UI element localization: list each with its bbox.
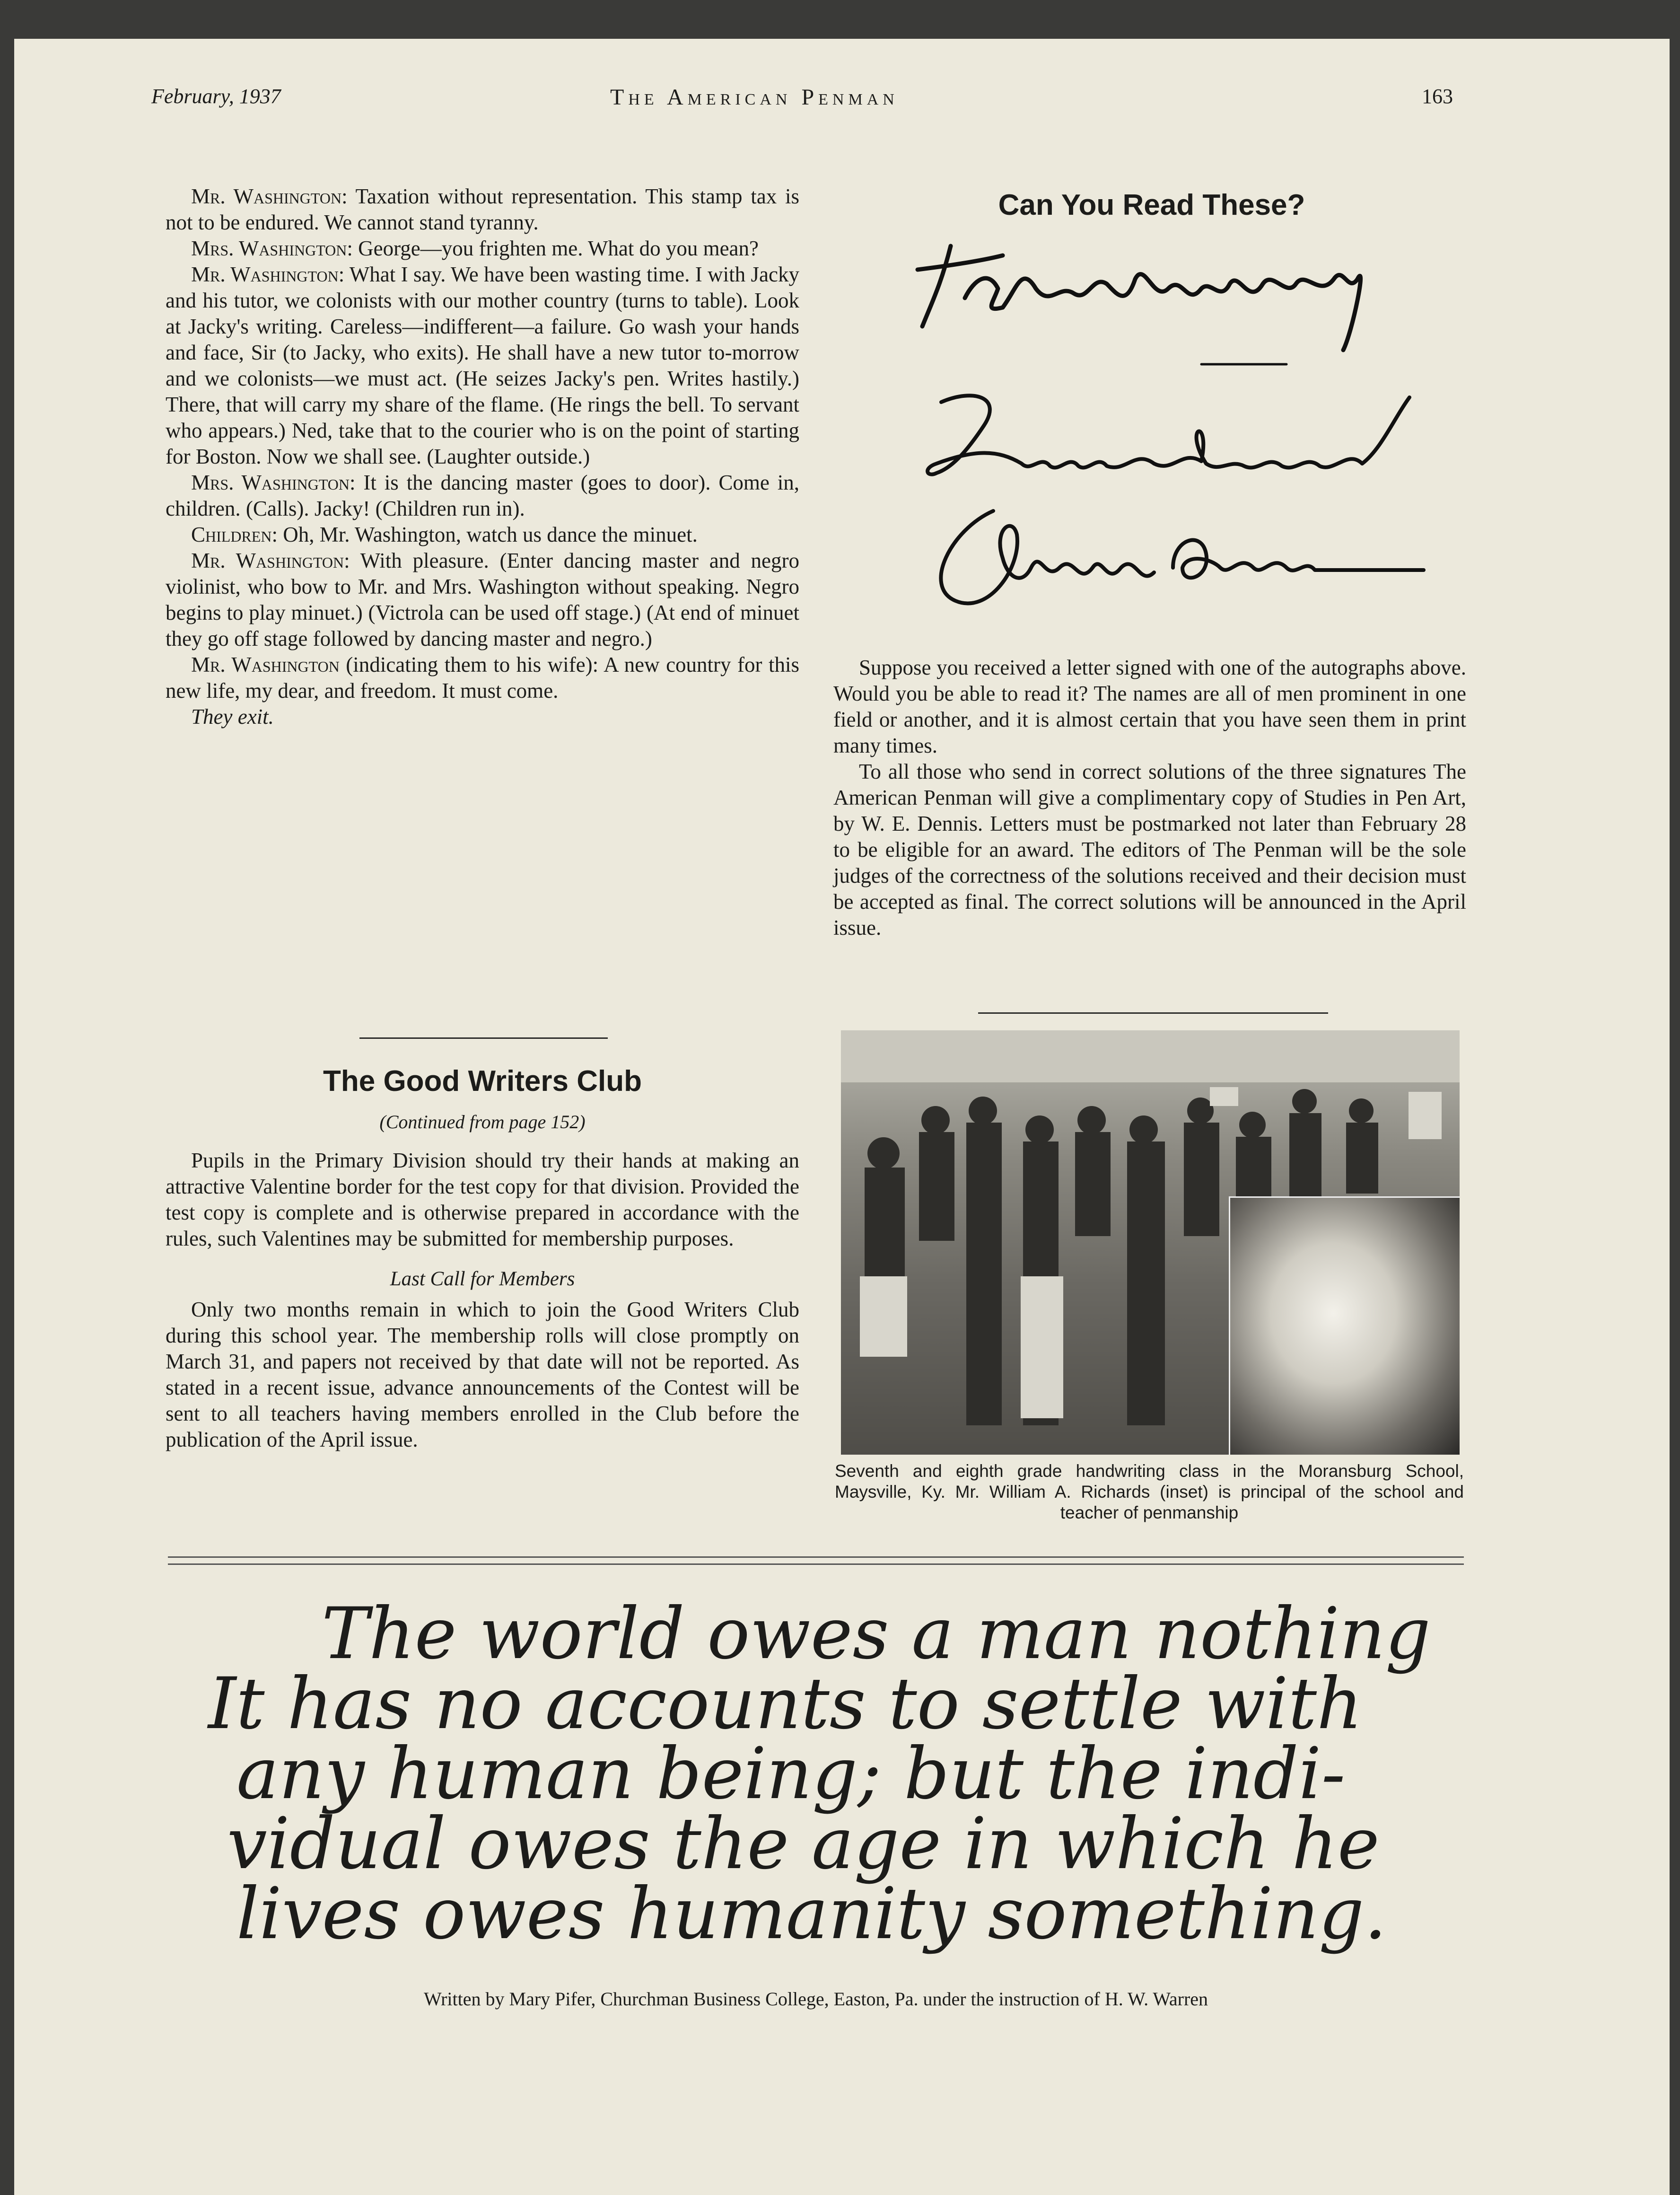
- inset-portrait: [1229, 1196, 1460, 1455]
- photo-caption: Seventh and eighth grade handwriting class in the Moransburg School, Maysville, Ky. Mr. William A. Richards (inset) is principal of the school and teacher of penmanship: [835, 1461, 1464, 1522]
- page-number: 163: [1422, 85, 1453, 108]
- play-line: Mr. Washington (indicating them to his wife): A new country for this new life, my dear, and freedom. It must come.: [166, 653, 799, 702]
- puzzle-title: Can You Read These?: [998, 189, 1305, 221]
- club-title: The Good Writers Club: [323, 1065, 642, 1098]
- club-body: [166, 1148, 799, 1453]
- puzzle-paragraph: Suppose you received a letter signed with one of the autographs above. Would you be able to read it? The names are all of men prominent in one field or another, and it is almost certain that you have seen them in print many times.: [833, 656, 1466, 757]
- autograph-signatures: [880, 227, 1438, 643]
- play-line: Children: Oh, Mr. Washington, watch us dance the minuet.: [191, 523, 698, 546]
- script-line: vidual owes the age in which he: [227, 1803, 1380, 1885]
- credit-line: Written by Mary Pifer, Churchman Business College, Easton, Pa. under the instruction of H. W. Warren: [423, 1988, 1208, 2010]
- section-divider: [168, 1556, 1464, 1565]
- divider: [359, 1037, 608, 1039]
- script-line: lives owes humanity something.: [236, 1873, 1387, 1955]
- play-line: Mr. Washington: Taxation without representation. This stamp tax is not to be endured. We cannot stand tyranny.: [166, 184, 799, 234]
- script-quotation: [208, 1593, 1485, 1955]
- script-line: The world owes a man nothing: [322, 1593, 1431, 1675]
- play-line: Mr. Washington: What I say. We have been wasting time. I with Jacky and his tutor, we colonists with our mother country (turns to table). Look at Jacky's writing. Careless—indifferent—a failure. Go wash your hands and face, Sir (to Jacky, who exits). He shall have a new tutor to-morrow and we colonists—we must act. (He seizes Jacky's pen. Writes hastily.) There, that will carry my share of the flame. (He rings the bell. To servant who appears.) Ned, take that to the courier who is on the point of starting for Boston. Now we shall see. (Laughter outside.): [166, 263, 799, 468]
- divider: [978, 1012, 1328, 1014]
- last-call-heading: Last Call for Members: [390, 1268, 575, 1290]
- play-line: Mr. Washington: With pleasure. (Enter dancing master and negro violinist, who bow to Mr. and Mrs. Washington without speaking. Negro begins to play minuet.) (Victrola can be used off stage.) (At end of minuet they go off stage followed by dancing master and negro.): [166, 549, 799, 650]
- class-photo: [841, 1030, 1460, 1455]
- play-line: Mrs. Washington: It is the dancing master (goes to door). Come in, children. (Calls). Jacky! (Children run in).: [166, 471, 799, 520]
- club-paragraph: Pupils in the Primary Division should try their hands at making an attractive Valentine border for the test copy for that division. Provided the test copy is complete and is otherwise prepared in accordance with the rules, such Valentines may be submitted for membership purposes.: [166, 1149, 799, 1250]
- puzzle-body: [833, 655, 1466, 941]
- script-line: any human being; but the indi-: [236, 1733, 1346, 1815]
- play-text: [166, 184, 799, 730]
- issue-date: February, 1937: [151, 85, 281, 108]
- play-line: Mrs. Washington: George—you frighten me. What do you mean?: [191, 237, 759, 260]
- club-continued: (Continued from page 152): [379, 1111, 586, 1133]
- puzzle-paragraph: To all those who send in correct solutions of the three signatures The American Penman will give a complimentary copy of Studies in Pen Art, by W. E. Dennis. Letters must be postmarked not later than February 28 to be eligible for an award. The editors of The Penman will be the sole judges of the correctness of the solutions received and their decision must be accepted as final. The correct solutions will be announced in the April issue.: [833, 760, 1466, 939]
- script-line: It has no accounts to settle with: [208, 1663, 1363, 1745]
- exit-line: They exit.: [191, 705, 274, 729]
- magazine-title: The American Penman: [610, 85, 899, 110]
- club-paragraph: Only two months remain in which to join the Good Writers Club during this school year. The membership rolls will close promptly on March 31, and papers not received by that date will not be reported. As stated in a recent issue, advance announcements of the Contest will be sent to all teachers having members enrolled in the Club before the publication of the April issue.: [166, 1298, 799, 1451]
